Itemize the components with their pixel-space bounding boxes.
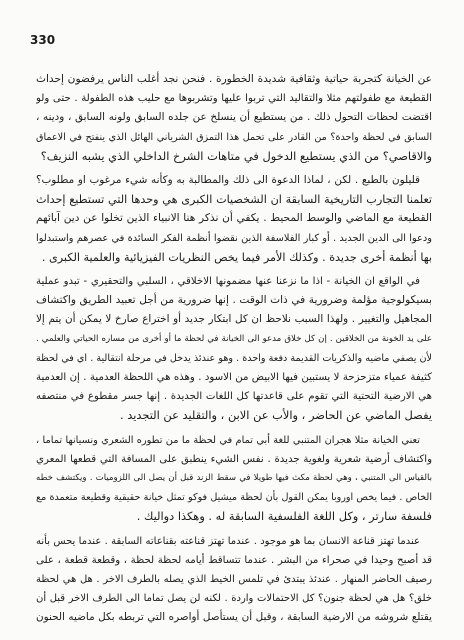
paragraph — [36, 431, 432, 527]
text-line: لأن يصفي ماضيه والذكريات القديمة دفعة واحدة . وهو عندئذ يدخل في مرحلة انتقالية . اي في لحظة — [36, 352, 432, 364]
text-line: فلسفة سارتر ، وكل اللغة الفلسفية السابقة له . وهكذا دواليك . — [136, 509, 432, 524]
text-line: بسيكولوجية مؤلمة وضرورية في ذات الوقت . إنها ضرورية من أجل تعبيد الطريق واكتشاف — [36, 294, 432, 307]
text-line: قليلون بالطبع . لكن ، لماذا الدعوة الى ذلك والمطالبة به وكأنه شيء مرغوب او مطلوب؟ — [36, 174, 420, 187]
text-line: اقتضت لحظات التحول ذلك . من يستطيع أن ينسلخ عن جلده السابق ولونه السابق ، ودينه ، — [36, 111, 432, 124]
page-number: 330 — [30, 33, 56, 47]
text-line: في الواقع ان الخيانة - اذا ما نزعنا عنها مضمونها الاخلاقي ، السلبي والتحقيري - تبدو عملية — [36, 276, 420, 288]
text-line: ودعوا الى الدين الجديد . أو كبار الفلاسفة الذين نقضوا أنظمة الفكر السائدة في عصرهم واستبدلوا — [36, 232, 432, 244]
text-line: الخاص . فيما يخص اوروبا يمكن القول بأن لحظة ميشيل فوكو تمثل خيانة حقيقية وقطيعة متعمدة مع — [36, 492, 432, 504]
text-line: تعني الخيانة مثلا هجران المتنبي للغة أبي تمام في لحظة ما من تطوره الشعري ونسيانها تماما ، — [36, 434, 420, 446]
text-line: يقتلع شروشه من الارضية السابقة ، وقبل أن يستأصل أواصره التي تربطه بكل ماضيه الحنون — [36, 611, 432, 624]
text-line: يفصل الماضي عن الحاضر ، والأب عن الابن ، والتقليد عن التجديد . — [120, 408, 432, 423]
text-line: بها أنظمة أخرى جديدة . وكذلك الأمر فيما يخص النظريات الفيزيائية والعلمية الكبرى . — [41, 250, 432, 264]
paragraph — [36, 532, 432, 628]
text-line: عندما تهتز قناعة الانسان بما هو موجود . عندما تهتز قناعته بقناعاته السابقة . عندما يحس بأنه — [36, 535, 420, 547]
text-line: خلق؟ هل هي لحظة جنون؟ كل الاحتمالات واردة . لكنه لن يصل تماما الى الطرف الاخر قبل أن — [36, 593, 432, 605]
text-line: هي الارضية التحتية التي تقوم على قاعدتها كل اللغات الجديدة . إنها جسر مقطوع في منتصفه — [36, 391, 432, 403]
text-line: بالقياس الى المتنبي ، وهي لحظة مكث فيها طويلا في سقط الزند قبل أن يصل الى اللزوميات . ويكتشف خطه — [36, 473, 432, 484]
text-line: عن الخيانة كتجربة حياتية وثقافية شديدة الخطورة . فنحن نجد أغلب الناس يرفضون إحداث — [36, 73, 432, 85]
paragraph — [36, 70, 432, 166]
text-line: قد أصبح وحيدا في صحراء من البشر . عندما تتساقط أيامه لحظة لحظة ، وقطعة قطعة ، على — [36, 554, 432, 566]
text-line: واكتشاف أرضية شعرية ولغوية جديدة . نفس الشيء ينطبق على المسافة التي قطعها المعري — [36, 453, 432, 465]
paragraph — [36, 272, 432, 426]
text-line: تعلمنا التجارب التاريخية السابقة ان الشخصيات الكبرى هي وحدها التي تستطيع إحداث — [36, 193, 432, 207]
text-line: القطيعة مع طفولتهم مثلا والتقاليد التي تربوا عليها وتشربوها مع حليب هذه الطفولة . حتى ولو — [36, 93, 432, 105]
text-line: كثيفة عمياء متزحزحة لا يستبين فيها الابيض من الاسود . وهذه هي اللحظة العدمية . إن العدمية — [36, 372, 432, 384]
text-line: المجاهيل والتغيير . ولهذا السبب نلاحظ ان كل ابتكار جديد أو اختراع صارخ لا يمكن أن يتم إلا — [36, 313, 432, 326]
text-line: السابق في لحظة واحدة؟ من القادر على تحمل هذا التمزق الشرياني الهائل الذي ينفتح في الاعماق — [36, 131, 432, 143]
text-line: على يد الخونة من الخلاقين . إن كل خلاق مدعو الى الخيانة في لحظة ما أو أخرى من مساره الحياتي والعلمي . — [36, 333, 432, 344]
text-line: رصيف الحاضر المنهار . عندئذ يبتدئ في تلمس الخيط الذي يصله بالطرف الاخر . هل هي لحظة — [36, 574, 432, 586]
text-line: القطيعة مع الماضي والوسط المحيط . يكفي أن نذكر هنا الانبياء الذين تخلوا عن دين آبائهم — [36, 212, 432, 225]
body-text — [36, 70, 432, 633]
paragraph — [36, 171, 432, 267]
text-line: والاقاصي؟ من الذي يستطيع الدخول في متاهات الشرخ الداخلي الذي يشبه النزيف؟ — [40, 148, 432, 163]
